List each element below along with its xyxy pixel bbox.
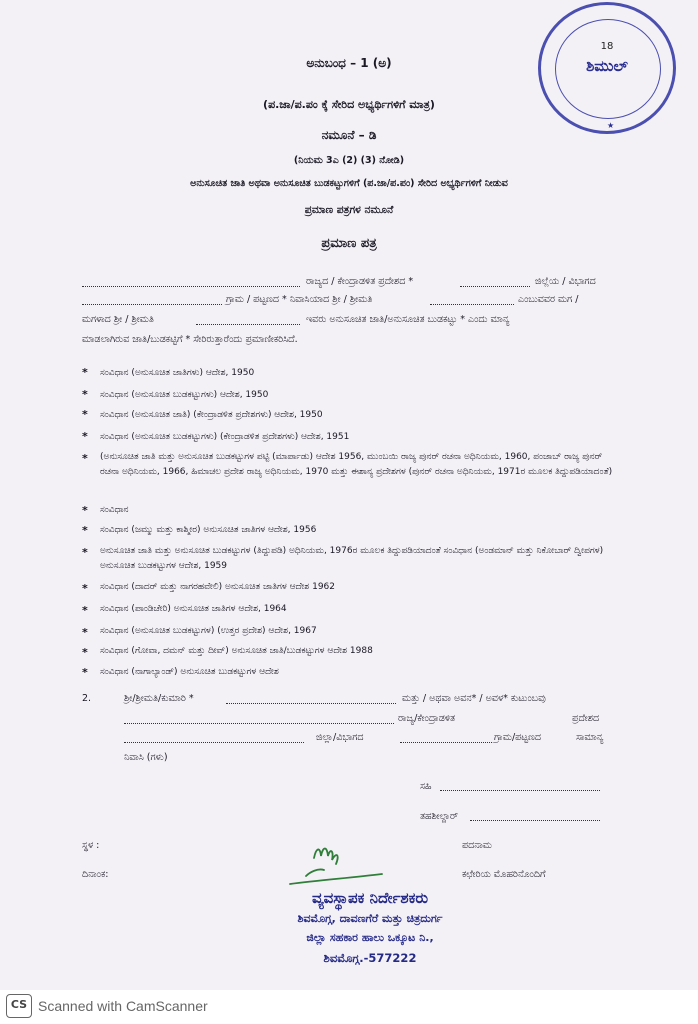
seal-star-icon: ★ bbox=[607, 121, 615, 130]
tahsildar-blank bbox=[470, 820, 600, 821]
order-bullet: * bbox=[82, 388, 88, 401]
order-bullet: * bbox=[82, 666, 88, 679]
order-item: ಸಂವಿಧಾನ (ಗೋವಾ, ದಮನ್ ಮತ್ತು ದೀವ್) ಅನುಸೂಚಿತ ಜಾತಿ/ಬುಡಕಟ್ಟುಗಳ ಆದೇಶ 1988 bbox=[100, 646, 373, 656]
order-bullet: * bbox=[82, 366, 88, 379]
order-bullet: * bbox=[82, 546, 88, 559]
scanner-footer bbox=[0, 990, 698, 1024]
camscanner-logo-icon: CS bbox=[6, 994, 32, 1018]
order-item: ಸಂವಿಧಾನ (ಪಾಂಡಿಚೇರಿ) ಅನುಸೂಚಿತ ಜಾತಿಗಳ ಆದೇಶ, 1964 bbox=[100, 604, 287, 614]
place-label: ಸ್ಥಳ : bbox=[82, 840, 100, 851]
order-item: ಅನುಸೂಚಿತ ಜಾತಿ ಮತ್ತು ಅನುಸೂಚಿತ ಬುಡಕಟ್ಟುಗಳ (ತಿದ್ದುಪಡಿ) ಅಧಿನಿಯಮ, 1976ರ ಮೂಲಕ ತಿದ್ದುಪಡಿಯಾದಂತೆ ಸಂವಿಧಾನ (ಅಂಡಮಾನ್ ಮತ್ತು ನಿಕೋಬಾರ್ ದ್ವೀಪಗಳ) ಅನುಸೂಚಿತ ಬುಡಕಟ್ಟುಗಳ ಆದೇಶ, 1959 bbox=[100, 546, 604, 571]
office-seal-label: ಕಛೇರಿಯ ಮೊಹರಿನೊಂದಿಗೆ bbox=[462, 869, 546, 880]
order-item: (ಅನುಸೂಚಿತ ಜಾತಿ ಮತ್ತು ಅನುಸೂಚಿತ ಬುಡಕಟ್ಟುಗಳ ಪಟ್ಟಿ (ಮಾರ್ಪಾಡು) ಆದೇಶ 1956, ಮುಂಬಯಿ ರಾಜ್ಯ ಪುನರ್ ರಚನಾ ಅಧಿನಿಯಮ, 1960, ಪಂಜಾಬ್ ರಾಜ್ಯ ಪುನರ್ ರಚನಾ ಅಧಿನಿಯಮ, 1966, ಹಿಮಾಚಲ ಪ್ರದೇಶ ರಾಜ್ಯ ಅಧಿನಿಯಮ, 1970 ಮತ್ತು ಈಶಾನ್ಯ ಪ್ರದೇಶಗಳ (ಪುನರ್ ರಚನಾ ಅಧಿನಿಯಮ, 1971ರ ಮೂಲಕ ತಿದ್ದುಪಡಿಯಾದಂತೆ) bbox=[100, 452, 613, 477]
order-bullet: * bbox=[82, 524, 88, 537]
rule-reference: (ನಿಯಮ 3ಎ (2) (3) ನೋಡಿ) bbox=[293, 155, 405, 166]
intro-line2-a: ಗ್ರಾಮ / ಪಟ್ಟಣದ * ನಿವಾಸಿಯಾದ ಶ್ರೀ / ಶ್ರೀಮತಿ bbox=[226, 294, 373, 305]
section2-line2-b: ಪ್ರದೇಶದ bbox=[572, 713, 600, 724]
sign-label: ಸಹಿ bbox=[420, 781, 432, 792]
intro-line3-b: ಇವರು ಅನುಸೂಚಿತ ಜಾತಿ/ಅನುಸೂಚಿತ ಬುಡಕಟ್ಟು * ಎಂದು ಮಾನ್ಯ bbox=[306, 314, 510, 325]
intro-line3-a: ಮಗಳಾದ ಶ್ರೀ / ಶ್ರೀಮತಿ bbox=[82, 314, 154, 325]
order-item: ಸಂವಿಧಾನ (ಅನುಸೂಚಿತ ಬುಡಕಟ್ಟುಗಳು) ಆದೇಶ, 1950 bbox=[100, 390, 269, 400]
intro-line1-b: ಜಿಲ್ಲೆಯ / ವಿಭಾಗದ bbox=[535, 276, 596, 287]
village-blank bbox=[82, 304, 222, 305]
order-item: ಸಂವಿಧಾನ (ನಾಗಾಲ್ಯಾಂಡ್) ಅನುಸೂಚಿತ ಬುಡಕಟ್ಟುಗಳ ಆದೇಶ bbox=[100, 667, 279, 677]
director-line4: ಶಿವಮೊಗ್ಗ.-577222 bbox=[323, 951, 417, 965]
tahsildar-label: ತಹಶೀಲ್ದಾರ್ bbox=[420, 811, 459, 822]
section2-line1-a: ಶ್ರೀ/ಶ್ರೀಮತಿ/ಕುಮಾರಿ * bbox=[124, 693, 194, 704]
district-blank bbox=[460, 286, 530, 287]
parent-name-blank bbox=[430, 304, 514, 305]
intro-line1-a: ರಾಜ್ಯದ / ಕೇಂದ್ರಾಡಳಿತ ಪ್ರದೇಶದ * bbox=[306, 276, 414, 287]
order-bullet: * bbox=[82, 604, 88, 617]
order-item: ಸಂವಿಧಾನ (ಅನುಸೂಚಿತ ಜಾತಿಗಳು) ಆದೇಶ, 1950 bbox=[100, 368, 255, 378]
order-bullet: * bbox=[82, 452, 88, 465]
order-bullet: * bbox=[82, 430, 88, 443]
order-item: ಸಂವಿಧಾನ (ಅನುಸೂಚಿತ ಬುಡಕಟ್ಟುಗಳು) (ಕೇಂದ್ರಾಡಳಿತ ಪ್ರದೇಶಗಳು) ಆದೇಶ, 1951 bbox=[100, 432, 350, 442]
handwritten-signature bbox=[280, 838, 390, 890]
order-item: ಸಂವಿಧಾನ (ದಾದರ್ ಮತ್ತು ನಾಗರಹವೇಲಿ) ಅನುಸೂಚಿತ ಜಾತಿಗಳ ಆದೇಶ 1962 bbox=[100, 582, 335, 592]
section2-line4: ನಿವಾಸಿ (ಗಳು) bbox=[124, 752, 168, 763]
section2-line1-b: ಮತ್ತು / ಅಥವಾ ಅವನ* / ಅವಳ* ಕುಟುಂಬವು bbox=[402, 693, 546, 704]
document-title-line1: ಅನುಸೂಚಿತ ಜಾತಿ ಅಥವಾ ಅನುಸೂಚಿತ ಬುಡಕಟ್ಟುಗಳಿಗೆ (ಪ.ಜಾ/ಪ.ಪಂ) ಸೇರಿದ ಅಭ್ಯರ್ಥಿಗಳಿಗೆ ನೀಡುವ bbox=[190, 178, 508, 189]
village-town-blank bbox=[400, 742, 492, 743]
section2-line3-c: ಸಾಮಾನ್ಯ bbox=[576, 732, 604, 743]
designation-label: ಪದನಾಮ bbox=[462, 840, 492, 851]
candidate-name-blank bbox=[196, 324, 300, 325]
state-ut-blank bbox=[124, 723, 394, 724]
annex-heading: ಅನುಬಂಧ – 1 (ಅ) bbox=[306, 56, 392, 70]
order-item: ಸಂವಿಧಾನ (ಜಮ್ಮು ಮತ್ತು ಕಾಶ್ಮೀರ) ಅನುಸೂಚಿತ ಜಾತಿಗಳ ಆದೇಶ, 1956 bbox=[100, 525, 317, 535]
order-item: ಸಂವಿಧಾನ bbox=[100, 505, 129, 515]
intro-line2-b: ಎಂಬುವವರ ಮಗ / bbox=[518, 294, 579, 305]
order-bullet: * bbox=[82, 646, 88, 659]
order-bullet: * bbox=[82, 582, 88, 595]
state-blank bbox=[82, 286, 300, 287]
intro-line4: ಮಾಡಲಾಗಿರುವ ಜಾತಿ/ಬುಡಕಟ್ಟಿಗೆ * ಸೇರಿರುತ್ತಾರೆಂದು ಪ್ರಮಾಣೀಕರಿಸಿದೆ. bbox=[82, 334, 298, 345]
order-bullet: * bbox=[82, 408, 88, 421]
seal-number: 18 bbox=[600, 41, 614, 52]
certificate-heading: ಪ್ರಮಾಣ ಪತ್ರ bbox=[321, 236, 377, 251]
eligibility-subtitle: (ಪ.ಜಾ/ಪ.ಪಂ ಕ್ಕೆ ಸೇರಿದ ಅಭ್ಯರ್ಥಿಗಳಿಗೆ ಮಾತ್ರ) bbox=[263, 98, 435, 111]
sign-blank bbox=[440, 790, 600, 791]
order-bullet: * bbox=[82, 626, 88, 639]
section2-line3-a: ಜಿಲ್ಲಾ/ವಿಭಾಗದ bbox=[316, 732, 364, 743]
person-name-blank bbox=[226, 703, 396, 704]
section2-line2-a: ರಾಜ್ಯ/ಕೇಂದ್ರಾಡಳಿತ bbox=[398, 713, 456, 724]
camscanner-label: Scanned with CamScanner bbox=[38, 998, 208, 1014]
order-bullet: * bbox=[82, 504, 88, 517]
document-title-line2: ಪ್ರಮಾಣ ಪತ್ರಗಳ ನಮೂನೆ bbox=[304, 204, 394, 216]
form-name: ನಮೂನೆ – ಡಿ bbox=[321, 128, 377, 142]
section2-line3-b: ಗ್ರಾಮ/ಪಟ್ಟಣದ bbox=[494, 732, 541, 743]
director-line2: ಶಿವಮೊಗ್ಗ, ದಾವಣಗೆರೆ ಮತ್ತು ಚಿತ್ರದುರ್ಗ bbox=[297, 912, 443, 925]
order-item: ಸಂವಿಧಾನ (ಅನುಸೂಚಿತ ಜಾತಿ) (ಕೇಂದ್ರಾಡಳಿತ ಪ್ರದೇಶಗಳು) ಆದೇಶ, 1950 bbox=[100, 410, 323, 420]
seal-name: ಶಿಮುಲ್ bbox=[586, 57, 628, 75]
director-title: ವ್ಯವಸ್ಥಾಪಕ ನಿರ್ದೇಶಕರು bbox=[311, 889, 429, 907]
order-item: ಸಂವಿಧಾನ (ಅನುಸೂಚಿತ ಬುಡಕಟ್ಟುಗಳ) (ಉತ್ತರ ಪ್ರದೇಶ) ಆದೇಶ, 1967 bbox=[100, 626, 317, 636]
district-division-blank bbox=[124, 742, 304, 743]
director-line3: ಜಿಲ್ಲಾ ಸಹಕಾರ ಹಾಲು ಒಕ್ಕೂಟ ನಿ., bbox=[306, 931, 434, 944]
date-label: ದಿನಾಂಕ: bbox=[82, 869, 109, 880]
section2-number: 2. bbox=[82, 693, 92, 704]
